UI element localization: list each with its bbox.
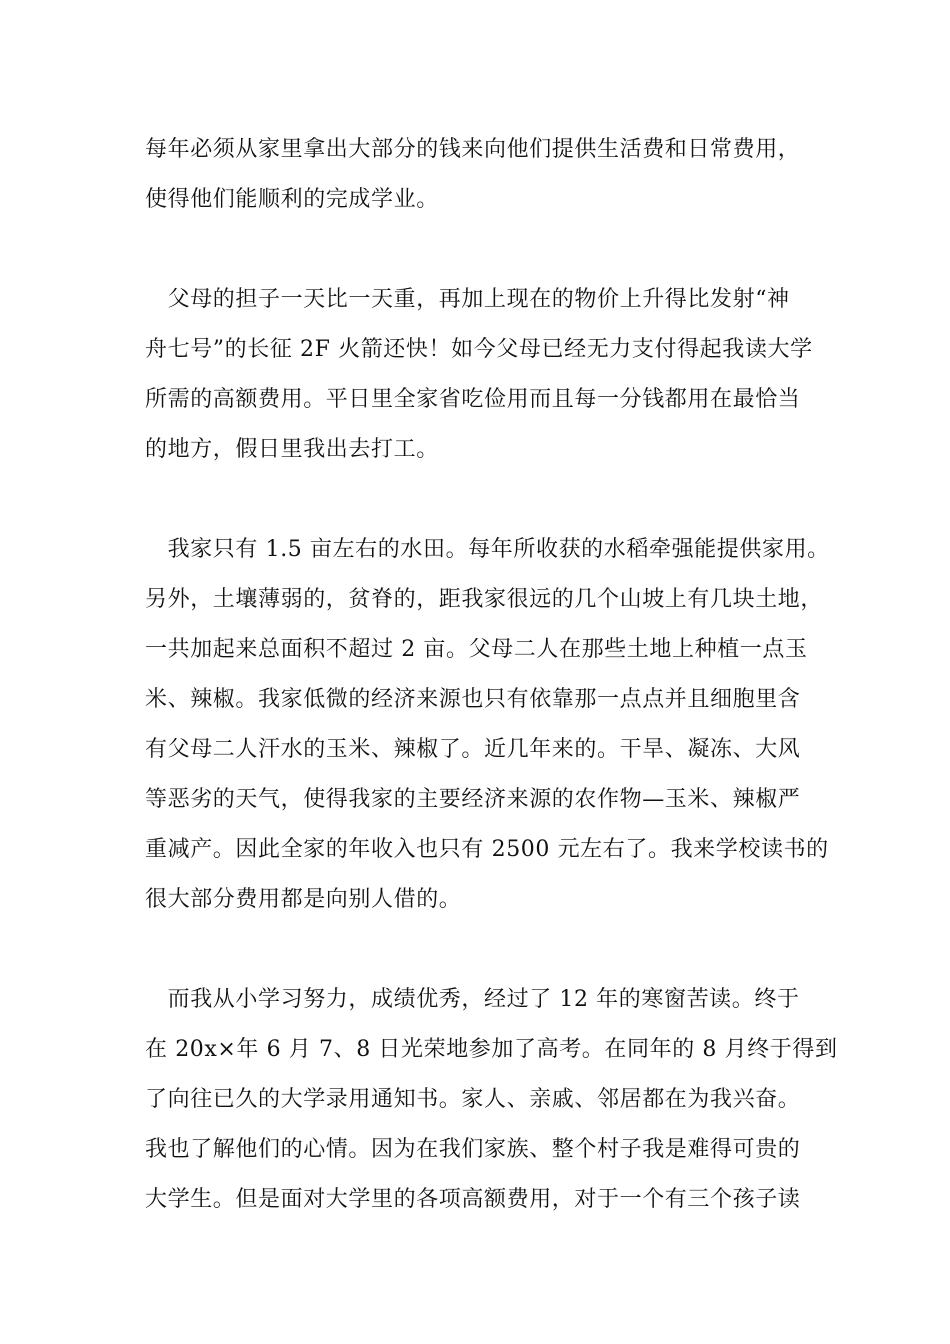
text-line: 我也了解他们的心情。因为在我们家族、整个村子我是难得可贵的	[145, 1137, 801, 1162]
text-line: 另外，土壤薄弱的，贫脊的，距我家很远的几个山坡上有几块土地，	[145, 587, 824, 612]
text-line: 使得他们能顺利的完成学业。	[145, 187, 439, 212]
text-line: 的地方，假日里我出去打工。	[145, 437, 439, 462]
text-line: 每年必须从家里拿出大部分的钱来向他们提供生活费和日常费用，	[145, 137, 801, 162]
text-line: 一共加起来总面积不超过 2 亩。父母二人在那些土地上种植一点玉	[145, 637, 808, 662]
text-line: 在 20x×年 6 月 7、8 日光荣地参加了高考。在同年的 8 月终于得到	[145, 1037, 838, 1062]
text-line: 等恶劣的天气，使得我家的主要经济来源的农作物—玉米、辣椒严	[145, 787, 801, 812]
text-line: 所需的高额费用。平日里全家省吃俭用而且每一分钱都用在最恰当	[145, 387, 801, 412]
text-line: 而我从小学习努力，成绩优秀，经过了 12 年的寒窗苦读。终于	[145, 987, 800, 1012]
text-line: 重减产。因此全家的年收入也只有 2500 元左右了。我来学校读书的	[145, 837, 829, 862]
text-line: 了向往已久的大学录用通知书。家人、亲戚、邻居都在为我兴奋。	[145, 1087, 801, 1112]
text-line: 米、辣椒。我家低微的经济来源也只有依靠那一点点并且细胞里含	[145, 687, 801, 712]
text-line: 父母的担子一天比一天重，再加上现在的物价上升得比发射“神	[145, 287, 790, 312]
text-line: 舟七号”的长征 2F 火箭还快！如今父母已经无力支付得起我读大学	[145, 337, 813, 362]
text-line: 大学生。但是面对大学里的各项高额费用，对于一个有三个孩子读	[145, 1187, 801, 1212]
text-line: 很大部分费用都是向别人借的。	[145, 887, 462, 912]
text-line: 我家只有 1.5 亩左右的水田。每年所收获的水稻牵强能提供家用。	[145, 537, 830, 562]
text-line: 有父母二人汗水的玉米、辣椒了。近几年来的。干旱、凝冻、大风	[145, 737, 801, 762]
